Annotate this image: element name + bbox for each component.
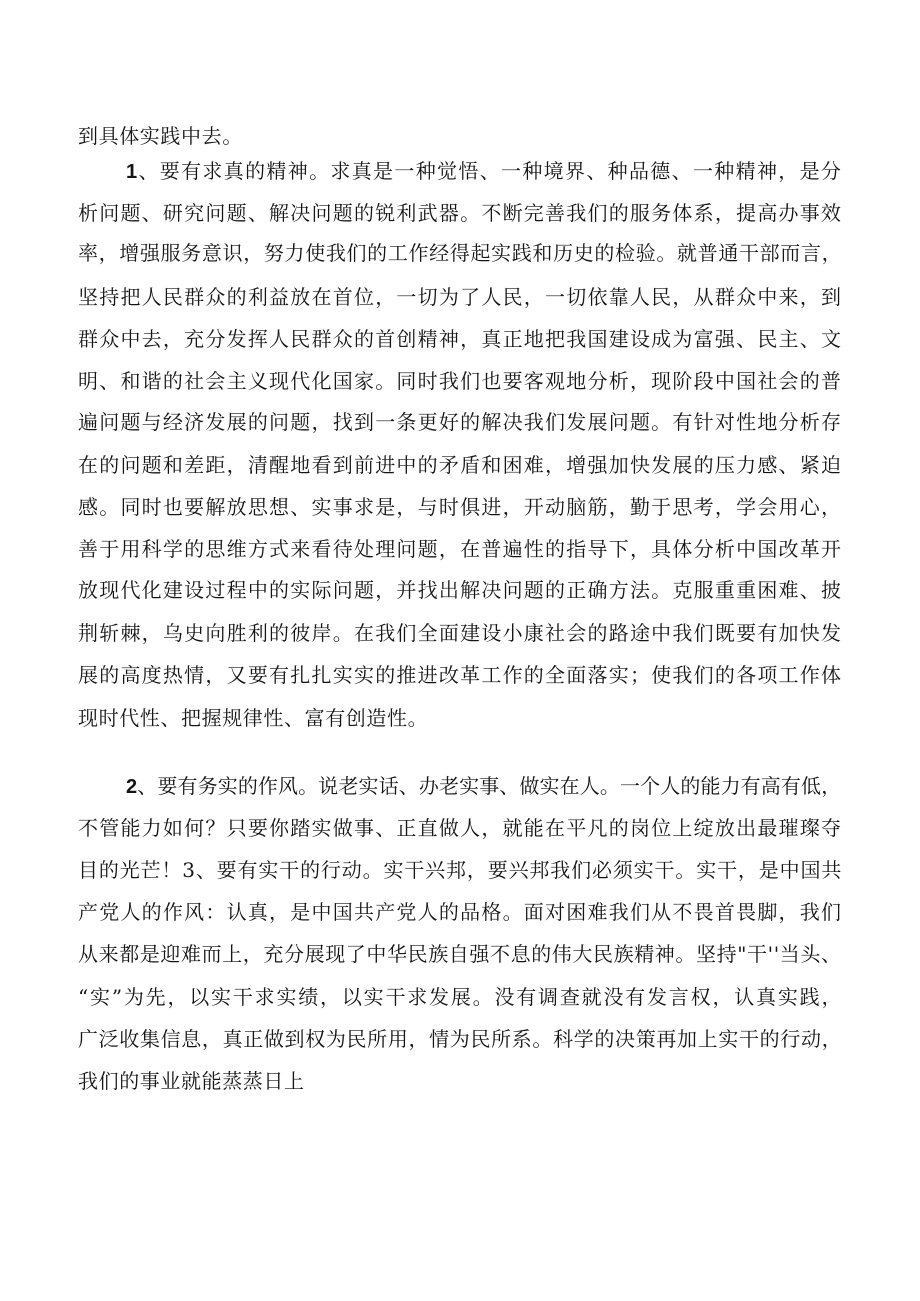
- paragraph-text: 、要有求真的精神。求真是一种觉悟、一种境界、种品德、一种精神，是分: [138, 159, 843, 183]
- paragraph-line: [78, 898, 842, 926]
- paragraph-text: 明、和谐的社会主义现代化国家。同时我们也要客观地分析，现阶段中国社会的普: [78, 369, 843, 393]
- paragraph-line: [78, 535, 842, 563]
- paragraph-line: [78, 619, 842, 647]
- paragraph-text: 群众中去，充分发挥人民群众的首创精神，真正地把我国建设成为富强、民主、文: [78, 327, 843, 351]
- paragraph-text: 、要有务实的作风。说老实话、办老实事、做实在人。一个人的能力有高有低，: [137, 774, 842, 798]
- paragraph-text: 展的高度热情，又要有扎扎实实的推进改革工作的全面落实；使我们的各项工作体: [78, 663, 843, 687]
- paragraph-text: “实”为先，以实干求实绩，以实干求发展。没有调查就没有发言权，认真实践，: [78, 985, 844, 1009]
- paragraph-number: 1: [126, 161, 139, 183]
- paragraph-text: 善于用科学的思维方式来看待处理问题，在普遍性的指导下，具体分析中国改革开: [78, 537, 843, 561]
- paragraph-line: [78, 983, 843, 1011]
- paragraph-line: [78, 493, 842, 521]
- paragraph-line: [78, 283, 842, 311]
- paragraph-text: 广泛收集信息，真正做到权为民所用，情为民所系。科学的决策再加上实干的行动，: [78, 1027, 843, 1051]
- paragraph-line: [78, 1025, 842, 1053]
- paragraph-line: [78, 704, 428, 732]
- paragraph-line: [126, 157, 842, 185]
- paragraph-text: 遍问题与经济发展的问题，找到一条更好的解决我们发展问题。有针对性地分析存: [78, 410, 843, 434]
- paragraph-line: [78, 451, 842, 479]
- paragraph-line: [78, 661, 842, 689]
- paragraph-line: [78, 814, 842, 842]
- paragraph-text: 坚持把人民群众的利益放在首位，一切为了人民，一切依靠人民，从群众中来，到: [78, 285, 843, 309]
- paragraph-text: 率，增强服务意识，努力使我们的工作经得起实践和历史的检验。就普通干部而言，: [78, 241, 843, 265]
- paragraph-line: [78, 239, 842, 267]
- paragraph-line: [78, 122, 243, 150]
- paragraph-text: 我们的事业就能蒸蒸日上: [78, 1069, 305, 1093]
- paragraph-line: [78, 367, 842, 395]
- paragraph-number: 2: [126, 776, 138, 798]
- paragraph-text: 从来都是迎难而上，充分展现了中华民族自强不息的伟大民族精神。坚持"干''当头、: [78, 942, 842, 966]
- paragraph-line: [78, 325, 842, 353]
- paragraph-line: [78, 1067, 305, 1095]
- paragraph-line: [78, 199, 842, 227]
- paragraph-text: 到具体实践中去。: [78, 124, 243, 148]
- paragraph-line: [78, 576, 842, 604]
- paragraph-text: 现时代性、把握规律性、富有创造性。: [78, 706, 429, 730]
- paragraph-text: 荆斩棘，乌史向胜利的彼岸。在我们全面建设小康社会的路途中我们既要有加快发: [78, 621, 843, 645]
- paragraph-text: 析问题、研究问题、解决问题的锐利武器。不断完善我们的服务体系，提高办事效: [78, 201, 843, 225]
- paragraph-line: [78, 940, 842, 968]
- paragraph-line: [126, 772, 841, 800]
- paragraph-text: 产党人的作风：认真，是中国共产党人的品格。面对困难我们从不畏首畏脚，我们: [78, 900, 843, 924]
- paragraph-text: 在的问题和差距，清醒地看到前进中的矛盾和困难，增强加快发展的压力感、紧迫: [78, 453, 843, 477]
- paragraph-line: [78, 408, 842, 436]
- paragraph-line: [78, 856, 842, 884]
- paragraph-text: 放现代化建设过程中的实际问题，并找出解决问题的正确方法。克服重重困难、披: [78, 578, 843, 602]
- paragraph-text: 不管能力如何？只要你踏实做事、正直做人，就能在平凡的岗位上绽放出最璀璨夺: [78, 816, 843, 840]
- paragraph-text: 感。同时也要解放思想、实事求是，与时俱进，开动脑筋，勤于思考，学会用心，: [78, 495, 843, 519]
- paragraph-text: 目的光芒！3、要有实干的行动。实干兴邦，要兴邦我们必须实干。实干，是中国共: [78, 858, 843, 882]
